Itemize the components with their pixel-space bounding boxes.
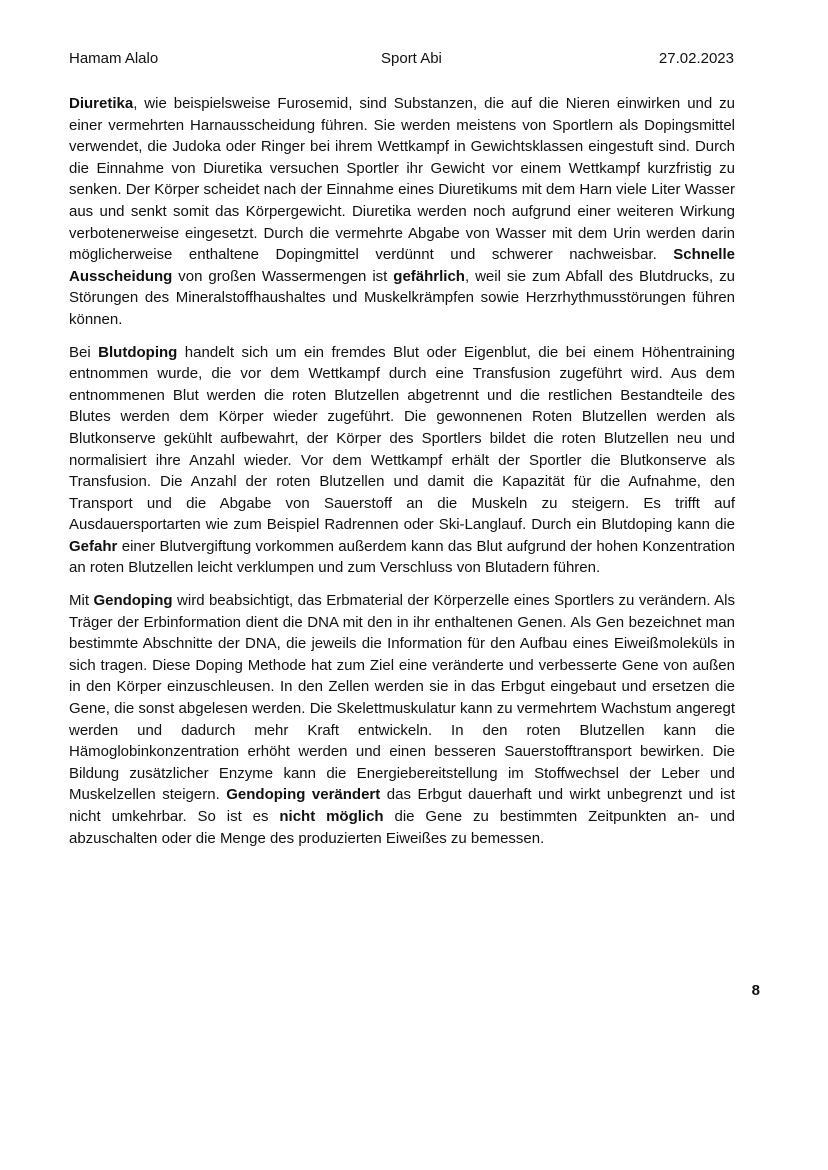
- paragraph-blutdoping: [69, 342, 735, 580]
- header-author: Hamam Alalo: [69, 50, 159, 67]
- page-number: 8: [751, 982, 760, 999]
- paragraph-diuretika: [69, 93, 735, 331]
- text-run: von großen Wassermengen ist: [172, 267, 394, 285]
- bold-term: gefährlich: [393, 267, 465, 285]
- header-course: Sport Abi: [381, 50, 442, 67]
- text-run: die Gene zu bestimmten Zeitpunkten an- und abzuschalten oder die Menge des produzierten Eiweißes zu bemessen.: [69, 808, 736, 847]
- text-run: einer Blutvergiftung vorkommen außerdem kann das Blut aufgrund der hohen Konzentration an roten Blutzellen leicht verklumpen und zum Verschluss von Blutadern führen.: [69, 537, 735, 577]
- document-body: [69, 93, 735, 860]
- bold-term: Schnelle Ausscheidung: [69, 246, 735, 285]
- bold-term: Gendoping: [93, 592, 173, 610]
- text-run: , wie beispielsweise Furosemid, sind Substanzen, die auf die Nieren einwirken und zu einer vermehrten Harnausscheidung führen. Sie werden meistens von Sportlern als Dopingsmittel verwendet, die Judoka oder Ringer bei ihrem Wettkampf in Gewichtsklassen eingestuft sind. Durch die Einnahme von Diuretika versuchen Sportler ihr Gewicht vor einem Wettkampf kurzfristig zu senken. Der Körper scheidet nach der Einnahme eines Diuretikums mit dem Harn viele Liter Wasser aus und senkt somit das Körpergewicht. Diuretika werden noch aufgrund einer weiteren Wirkung verbotenerweise eingesetzt. Durch die vermehrte Abgabe von Wasser mit dem Urin werden darin möglicherweise enthaltene Dopingmittel verdünnt und schwerer nachweisbar.: [69, 95, 735, 264]
- bold-term: Blutdoping: [98, 343, 178, 361]
- paragraph-gendoping: [69, 590, 735, 849]
- bold-term: nicht möglich: [279, 808, 384, 825]
- text-run: Mit: [69, 592, 94, 610]
- text-run: das Erbgut dauerhaft und wirkt unbegrenzt und ist nicht umkehrbar. So ist es: [69, 786, 736, 825]
- page-header: [69, 49, 734, 69]
- text-run: Bei: [69, 343, 99, 361]
- bold-term: Gefahr: [69, 537, 118, 555]
- header-date: 27.02.2023: [658, 50, 734, 67]
- text-run: , weil sie zum Abfall des Blutdrucks, zu Störungen des Mineralstoffhaushaltes und Muskelkrämpfen sowie Herzrhythmusstörungen führen können.: [69, 267, 735, 328]
- text-run: wird beabsichtigt, das Erbmaterial der Körperzelle eines Sportlers zu verändern. Als Träger der Erbinformation dient die DNA mit den in ihr enthaltenen Genen. Als Gen bezeichnet man bestimmte Abschnitte der DNA, die jeweils die Information für den Aufbau eines Eiweißmoleküls in sich tragen. Diese Doping Methode hat zum Ziel eine veränderte und verbesserte Gene von außen in den Körper einzuschleusen. In den Zellen werden sie in das Erbgut eingebaut und ersetzen die Gene, die sonst abgelesen werden. Die Skelettmuskulatur kann zu vermehrtem Wachstum angeregt werden und dadurch mehr Kraft entwickeln. In den roten Blutzellen kann die Hämoglobinkonzentration erhöht werden und einen besseren Sauerstofftransport bewirken. Die Bildung zusätzlicher Enzyme kann die Energiebereitstellung im Stoffwechsel der Leber und Muskelzellen steigern.: [69, 592, 735, 804]
- bold-term: Gendoping verändert: [226, 786, 381, 804]
- bold-term: Diuretika: [69, 95, 134, 112]
- text-run: handelt sich um ein fremdes Blut oder Eigenblut, die bei einem Höhentraining entnommen wurde, die vor dem Wettkampf durch eine Transfusion zugeführt wird. Aus dem entnommenen Blut werden die roten Blutzellen abgetrennt und die restlichen Bestandteile des Blutes werden dem Körper wieder zugeführt. Die gewonnenen Roten Blutzellen werden als Blutkonserve gekühlt aufbewahrt, der Körper des Sportlers bildet die roten Blutzellen neu und normalisiert ihre Anzahl wieder. Vor dem Wettkampf erhält der Sportler die Blutkonserve als Transfusion. Die Anzahl der roten Blutzellen und damit die Kapazität für die Aufnahme, den Transport und die Abgabe von Sauerstoff an die Muskeln zu steigern. Es trifft auf Ausdauersportarten wie zum Beispiel Radrennen oder Ski-Langlauf. Durch ein Blutdoping kann die: [69, 343, 735, 534]
